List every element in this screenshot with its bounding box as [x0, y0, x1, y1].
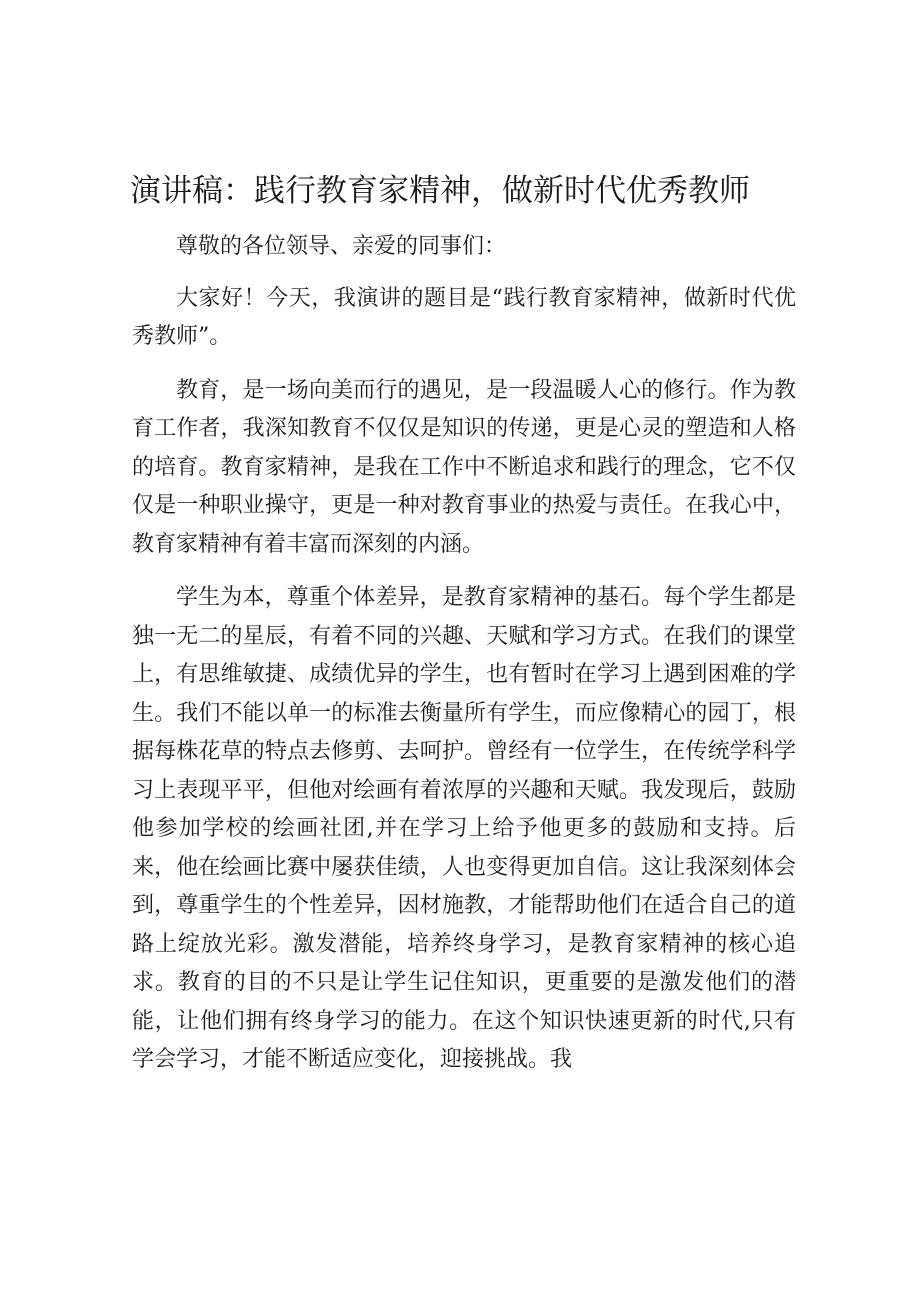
body-paragraph: 学生为本，尊重个体差异，是教育家精神的基石。每个学生都是独一无二的星辰，有着不同的兴趣、天赋和学习方式。在我们的课堂上，有思维敏捷、成绩优异的学生，也有暂时在学习上遇到困难的学生。我们不能以单一的标准去衡量所有学生，而应像精心的园丁，根据每株花草的特点去修剪、去呵护。曾经有一位学生，在传统学科学习上表现平平，但他对绘画有着浓厚的兴趣和天赋。我发现后，鼓励他参加学校的绘画社团,并在学习上给予他更多的鼓励和支持。后来，他在绘画比赛中屡获佳绩，人也变得更加自信。这让我深刻体会到，尊重学生的个性差异，因材施教，才能帮助他们在适合自己的道路上绽放光彩。激发潜能，培养终身学习，是教育家精神的核心追求。教育的目的不只是让学生记住知识，更重要的是激发他们的潜能，让他们拥有终身学习的能力。在这个知识快速更新的时代,只有学会学习，才能不断适应变化，迎接挑战。我 [132, 585, 796, 1072]
greeting-paragraph: 大家好！今天，我演讲的题目是“践行教育家精神，做新时代优秀教师”。 [132, 285, 796, 349]
document-title: 演讲稿：践行教育家精神，做新时代优秀教师 [130, 173, 750, 209]
salutation-paragraph: 尊敬的各位领导、亲爱的同事们： [176, 234, 507, 259]
intro-paragraph: 教育，是一场向美而行的遇见，是一段温暖人心的修行。作为教育工作者，我深知教育不仅仅是知识的传递，更是心灵的塑造和人格的培育。教育家精神，是我在工作中不断追求和践行的理念，它不仅仅是一种职业操守，更是一种对教育事业的热爱与责任。在我心中，教育家精神有着丰富而深刻的内涵。 [132, 377, 796, 557]
document-body [132, 228, 796, 1080]
